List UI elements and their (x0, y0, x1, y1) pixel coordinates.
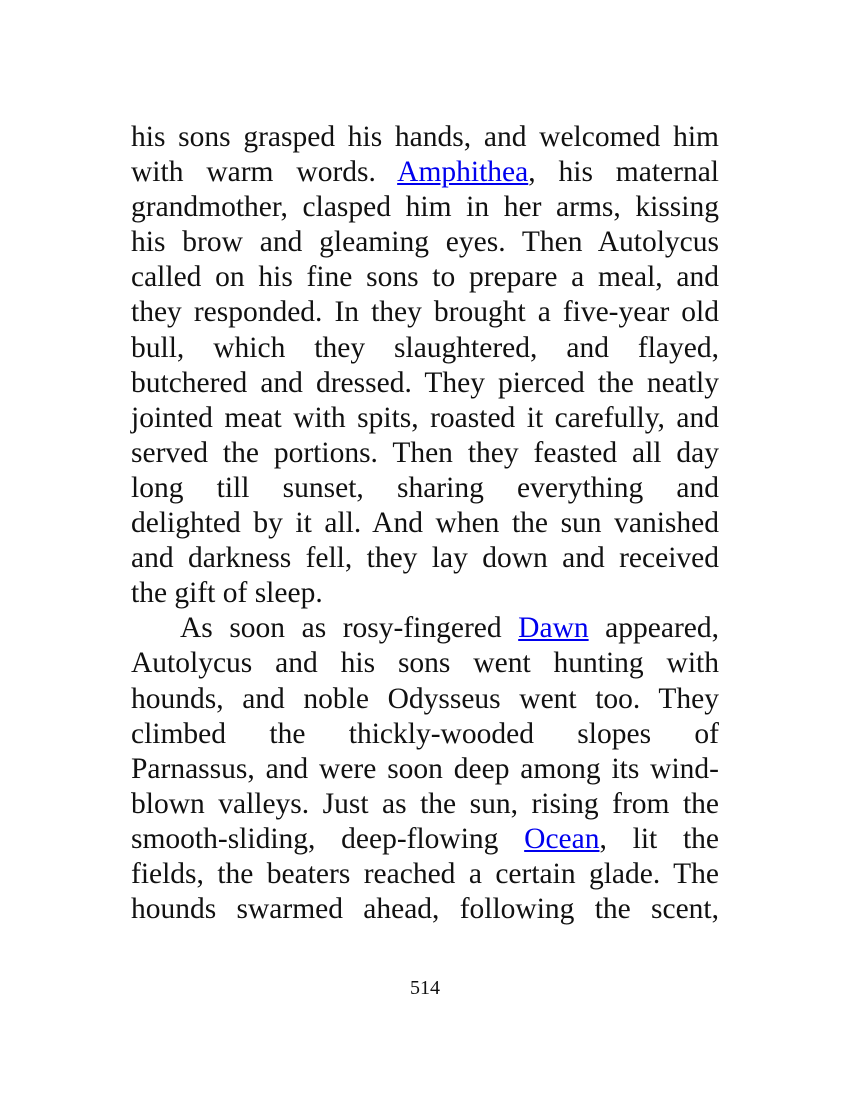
hyperlink-dawn[interactable]: Dawn (518, 612, 589, 645)
line-text: the gift of sleep. (131, 577, 323, 610)
line-text: they responded. In they brought a five-year old (131, 296, 719, 329)
line-text: blown valleys. Just as the sun, rising from the (131, 787, 719, 820)
text-line (131, 295, 719, 330)
line-text: and darkness fell, they lay down and received (131, 542, 719, 575)
line-text: served the portions. Then they feasted all day (131, 436, 719, 469)
text-line (131, 260, 719, 295)
line-text: long till sunset, sharing everything and (131, 471, 719, 504)
line-text: appeared, (588, 612, 719, 645)
line-text: grandmother, clasped him in her arms, kissing (131, 191, 719, 224)
line-text: butchered and dressed. They pierced the neatly (131, 366, 719, 399)
text-line (131, 576, 719, 611)
text-line (131, 506, 719, 541)
line-text: hounds swarmed ahead, following the scent, (131, 893, 719, 926)
hyperlink-ocean[interactable]: Ocean (524, 822, 600, 855)
line-text: with warm words. (131, 156, 398, 189)
line-text: jointed meat with spits, roasted it carefully, and (131, 401, 719, 434)
line-text: As soon as rosy-fingered (180, 612, 519, 645)
text-line (131, 717, 719, 752)
line-text: called on his fine sons to prepare a meal, and (131, 261, 719, 294)
text-line (131, 541, 719, 576)
text-line (131, 646, 719, 681)
line-text: his sons grasped his hands, and welcomed him (131, 121, 719, 153)
body-text (131, 120, 719, 927)
line-text: smooth-sliding, deep-flowing (131, 822, 525, 855)
text-line (131, 436, 719, 471)
hyperlink-amphithea[interactable]: Amphithea (397, 156, 529, 189)
text-line (131, 190, 719, 225)
text-line (131, 401, 719, 436)
text-line (131, 120, 719, 155)
text-line (131, 822, 719, 857)
text-line (131, 331, 719, 366)
line-text: bull, which they slaughtered, and flayed, (131, 331, 719, 364)
line-text: climbed the thickly-wooded slopes of (131, 717, 719, 750)
text-line (131, 225, 719, 260)
text-line (131, 155, 719, 190)
text-line (131, 752, 719, 787)
line-text: , his maternal (528, 156, 720, 189)
line-text: hounds, and noble Odysseus went too. They (131, 682, 719, 715)
line-text: his brow and gleaming eyes. Then Autolycus (131, 226, 719, 259)
line-text: fields, the beaters reached a certain glade. The (131, 857, 719, 890)
page-number: 514 (410, 977, 440, 999)
text-line (131, 471, 719, 506)
text-line (131, 682, 719, 717)
line-text: , lit the (599, 822, 719, 855)
text-line (131, 611, 719, 646)
line-text: Parnassus, and were soon deep among its wind- (131, 752, 719, 785)
line-text: Autolycus and his sons went hunting with (131, 647, 719, 680)
text-line (131, 787, 719, 822)
text-line (131, 366, 719, 401)
text-line (131, 892, 719, 927)
line-text: delighted by it all. And when the sun vanished (131, 507, 719, 540)
text-line (131, 857, 719, 892)
